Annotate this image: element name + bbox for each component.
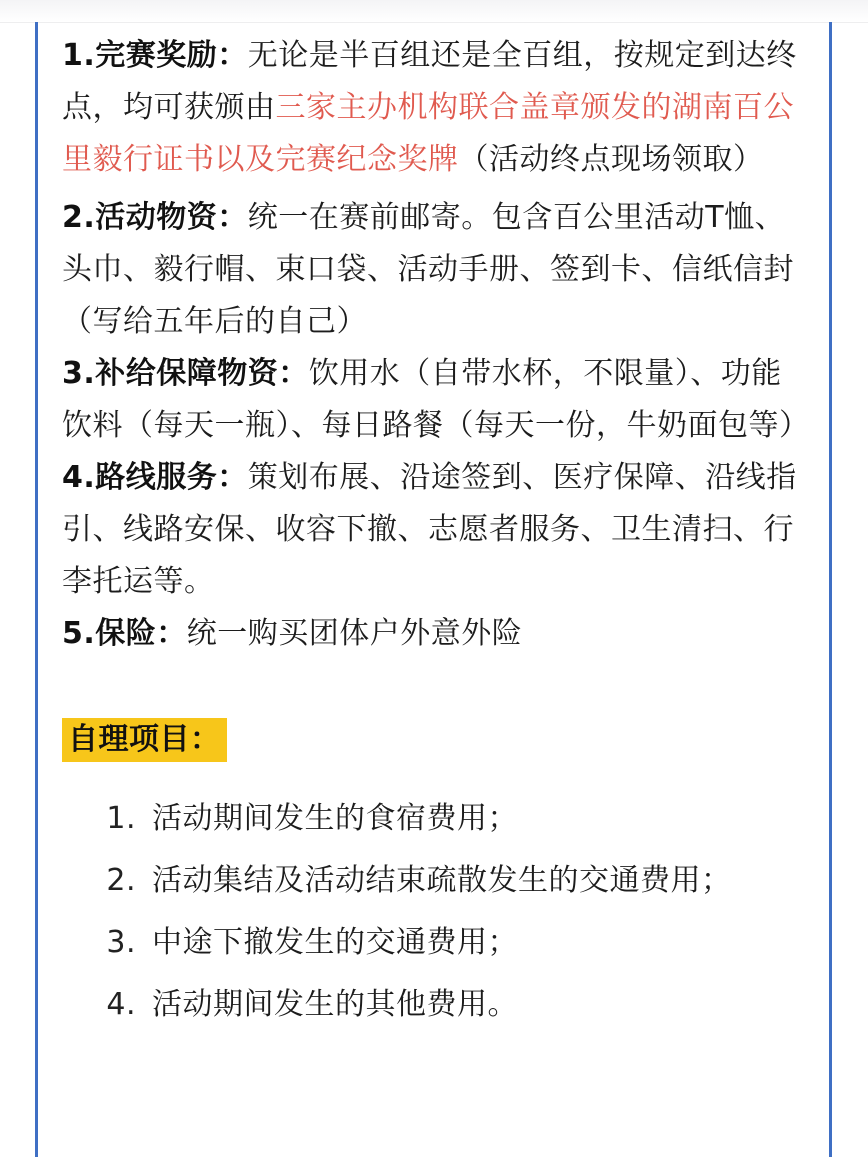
list-item	[62, 974, 810, 1036]
self-pay-title: 自理项目：	[62, 718, 227, 762]
paragraph-text: 无论是半百组还是全百组，按规定到达终点，均可获颁由	[62, 38, 797, 125]
frame-border-right	[829, 22, 832, 1157]
paragraph-heading: 3.补给保障物资：	[62, 356, 309, 391]
list-number: 2.	[106, 863, 136, 898]
top-edge	[0, 0, 868, 23]
paragraph-heading: 4.路线服务：	[62, 460, 248, 495]
self-pay-list	[62, 788, 810, 1036]
highlighted-text: 三家主办机构联合盖章颁发的湖南百公里毅行证书以及完赛纪念奖牌	[62, 90, 794, 177]
list-item-text: 中途下撤发生的交通费用；	[152, 925, 518, 960]
self-pay-section-header	[62, 714, 810, 766]
paragraph-support-supplies	[62, 348, 810, 452]
list-item-text: 活动期间发生的其他费用。	[152, 987, 518, 1022]
paragraph-text: 策划布展、沿途签到、医疗保障、沿线指引、线路安保、收容下撤、志愿者服务、卫生清扫、行李托运等。	[62, 460, 797, 599]
paragraph-supplies	[62, 192, 810, 348]
list-item	[62, 850, 810, 912]
paragraph-heading: 1.完赛奖励：	[62, 38, 248, 73]
list-item-text: 活动期间发生的食宿费用；	[152, 801, 518, 836]
paragraph-heading: 5.保险：	[62, 616, 187, 651]
paragraph-heading: 2.活动物资：	[62, 200, 248, 235]
paragraph-route-service	[62, 452, 810, 608]
paragraph-text: （活动终点现场领取）	[458, 142, 764, 177]
list-number: 4.	[106, 987, 136, 1022]
list-item-text: 活动集结及活动结束疏散发生的交通费用；	[152, 863, 732, 898]
paragraph-text: 统一在赛前邮寄。包含百公里活动T恤、头巾、毅行帽、束口袋、活动手册、签到卡、信纸信封（写给五年后的自己）	[62, 200, 794, 339]
list-number: 3.	[106, 925, 136, 960]
paragraph-text: 统一购买团体户外意外险	[186, 616, 523, 651]
list-item	[62, 788, 810, 850]
paragraph-insurance	[62, 608, 810, 660]
frame-border-left	[35, 22, 38, 1157]
paragraph-finish-reward	[62, 30, 810, 186]
article-content	[62, 30, 810, 1036]
list-number: 1.	[106, 801, 136, 836]
list-item	[62, 912, 810, 974]
paragraph-text: 饮用水（自带水杯，不限量）、功能饮料（每天一瓶）、每日路餐（每天一份，牛奶面包等）	[62, 356, 810, 443]
